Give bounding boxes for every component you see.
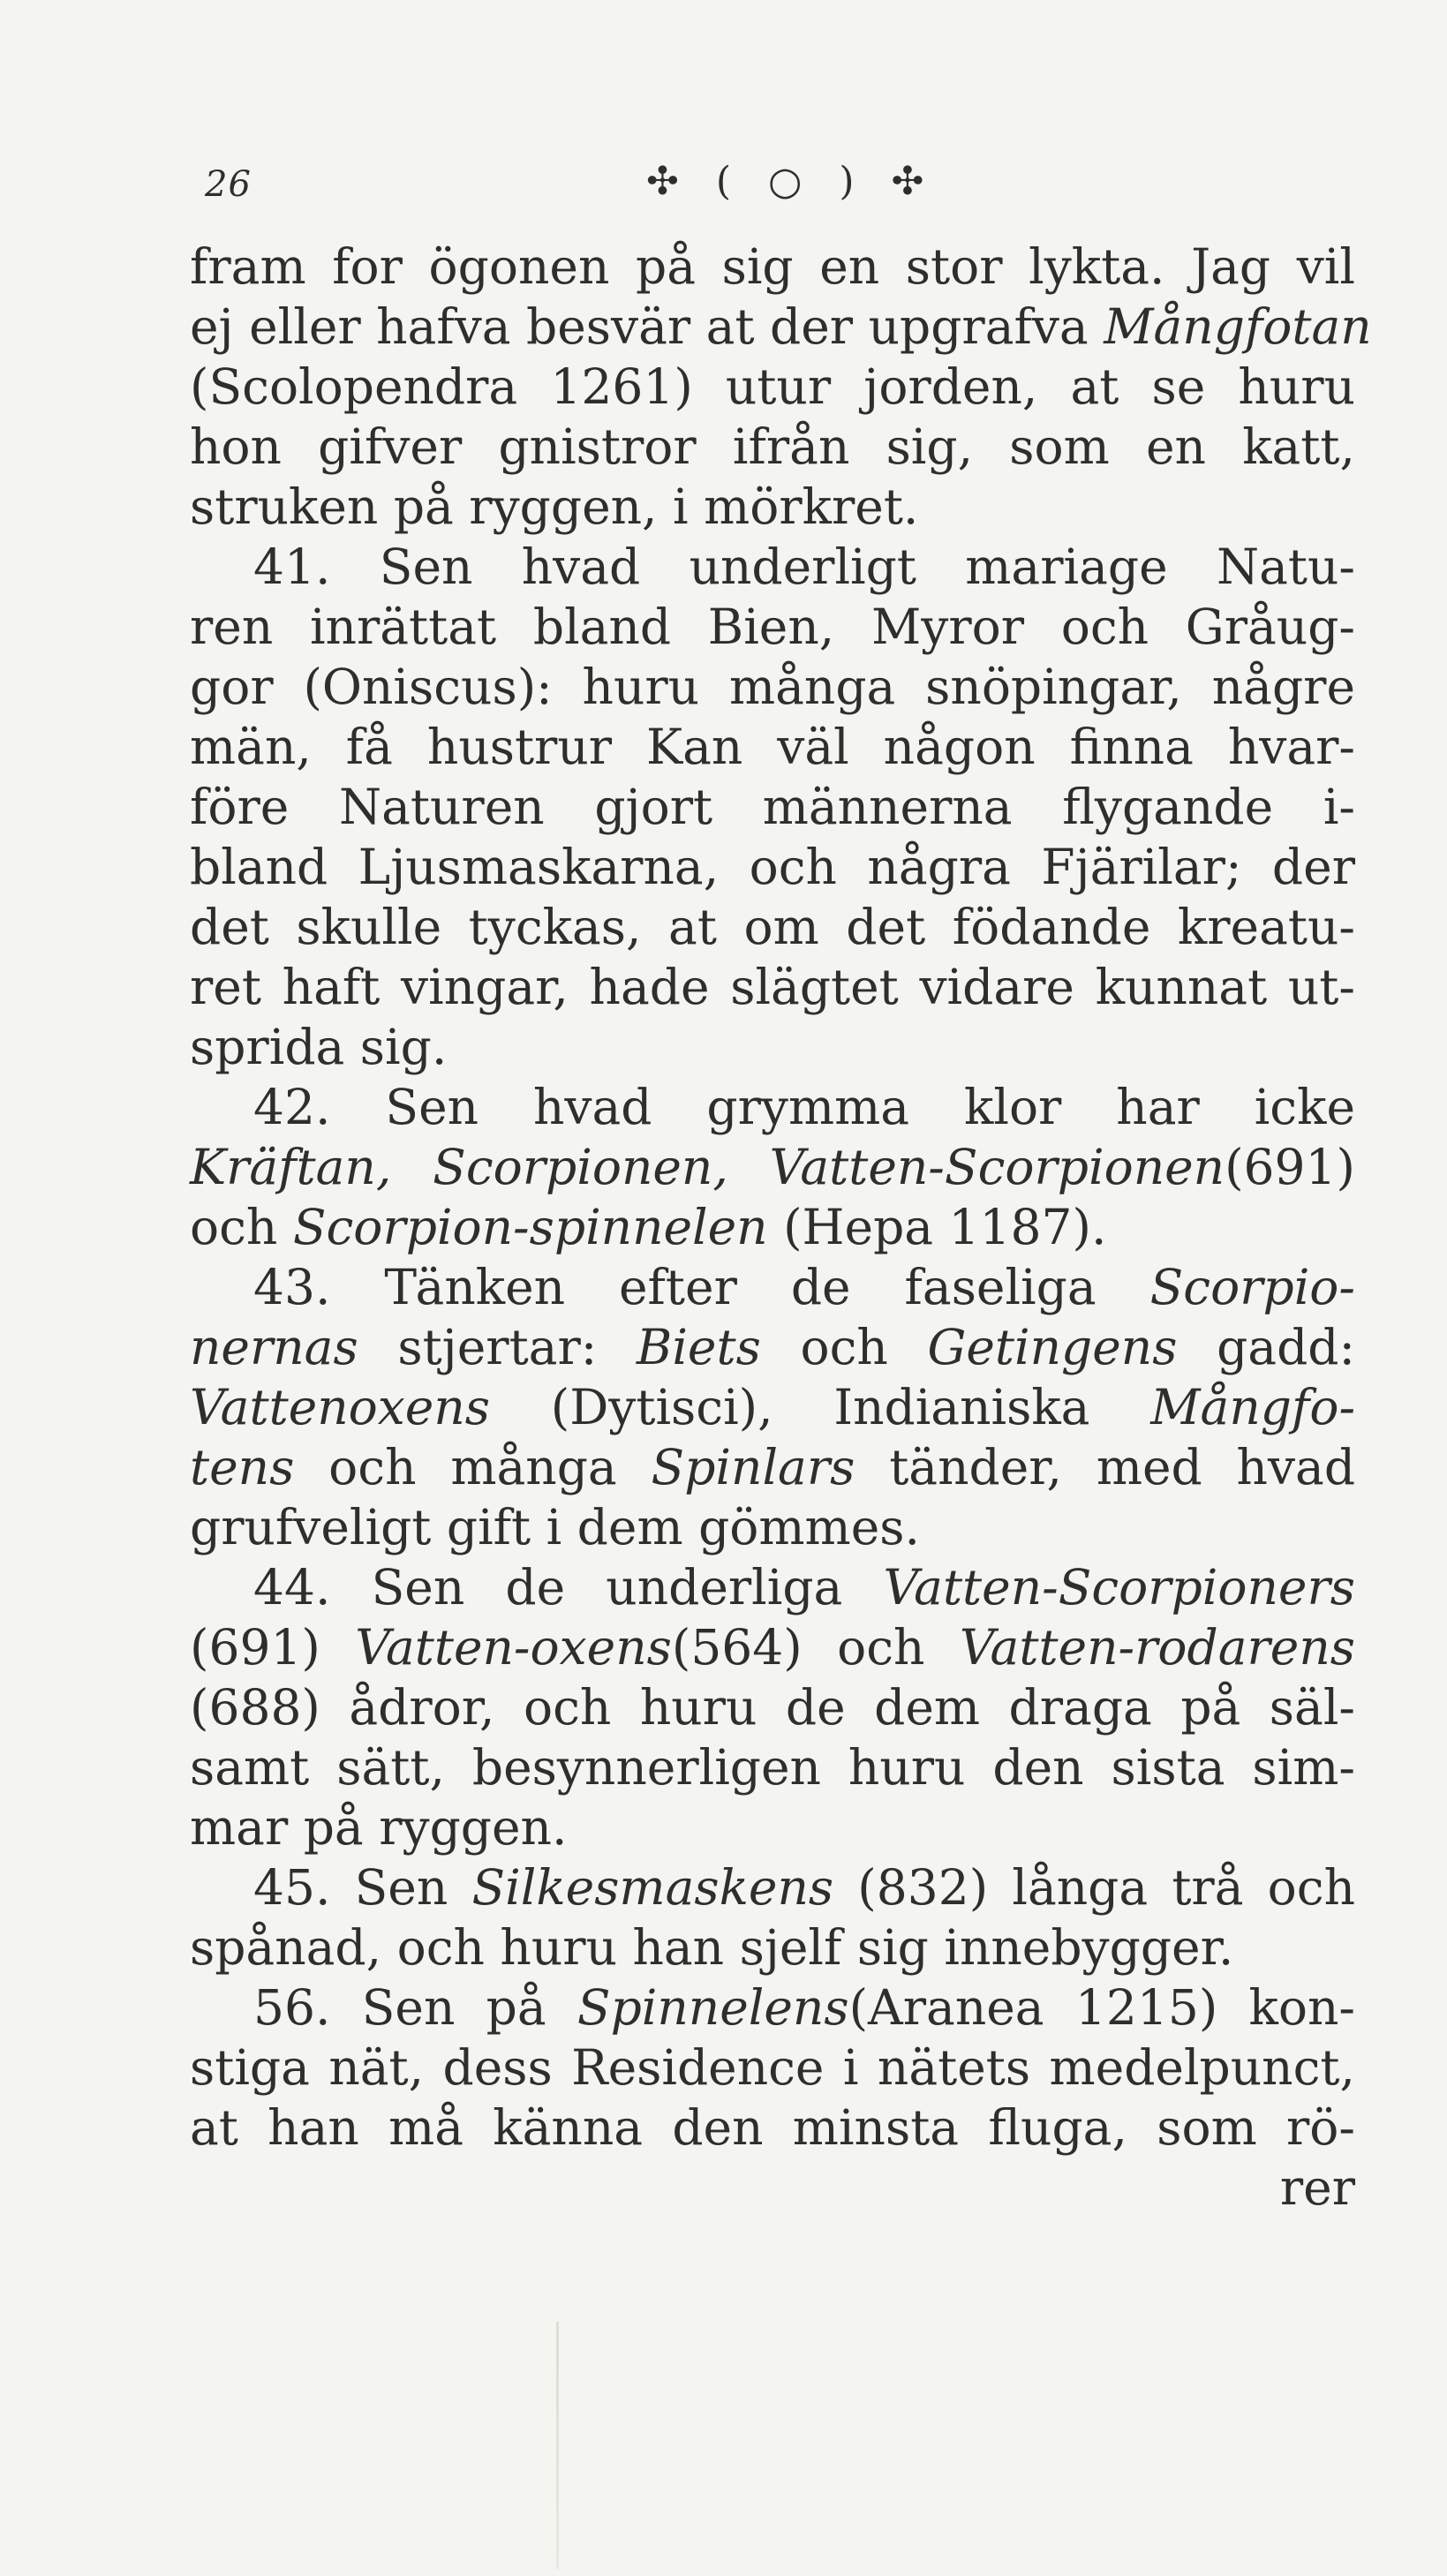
text-line: och Scorpion-spinnelen (Hepa 1187). (190, 1199, 1107, 1255)
catchword: rer (1279, 2159, 1355, 2216)
text-line: (688) ådror, och huru de dem draga på säl- (190, 1679, 1355, 1736)
running-head-ornament: ✣ ( ○ ) ✣ (646, 159, 937, 204)
text-line: män, få hustrur Kan väl någon finna hvar- (190, 719, 1355, 775)
text-line: samt sätt, besynnerligen huru den sista sim- (190, 1739, 1355, 1796)
paragraph-56-start: 56. Sen på Spinnelens(Aranea 1215) kon- (253, 1979, 1355, 2036)
body-text (190, 237, 1372, 2218)
text-line: fram for ögonen på sig en stor lykta. Jag vil (190, 238, 1355, 295)
text-line: ret haft vingar, hade slägtet vidare kunnat ut- (190, 959, 1355, 1015)
paragraph-43-start: 43. Tänken efter de faseliga Scorpio- (253, 1259, 1355, 1315)
text-line: nernas stjertar: Biets och Getingens gadd: (190, 1319, 1356, 1375)
page-number: 26 (205, 164, 252, 205)
text-line: Kräftan, Scorpionen, Vatten-Scorpionen(691) (190, 1139, 1355, 1195)
text-line: ren inrättat bland Bien, Myror och Gråug- (190, 599, 1355, 655)
text-line: mar på ryggen. (190, 1799, 568, 1856)
paper-fold-mark (556, 2322, 559, 2569)
text-line: det skulle tyckas, at om det födande kreatu- (190, 899, 1355, 955)
text-line: ej eller hafva besvär at der upgrafva Mångfotan (190, 298, 1372, 355)
text-line: at han må känna den minsta fluga, som rö- (190, 2099, 1355, 2156)
paragraph-44-start: 44. Sen de underliga Vatten-Scorpioners (253, 1559, 1355, 1616)
text-line: hon gifver gnistror ifrån sig, som en katt, (190, 418, 1355, 475)
text-line: grufveligt gift i dem gömmes. (190, 1499, 920, 1555)
text-line: spånad, och huru han sjelf sig innebygger. (190, 1919, 1234, 1976)
text-line: sprida sig. (190, 1019, 448, 1075)
text-line: (691) Vatten-oxens(564) och Vatten-rodarens (190, 1619, 1355, 1676)
text-line: före Naturen gjort männerna flygande i- (190, 779, 1355, 835)
paragraph-41-start: 41. Sen hvad underligt mariage Natu- (253, 539, 1355, 595)
text-line: stiga nät, dess Residence i nätets medelpunct, (190, 2039, 1355, 2096)
text-line: struken på ryggen, i mörkret. (190, 478, 919, 535)
paragraph-45-start: 45. Sen Silkesmaskens (832) långa trå och (253, 1859, 1356, 1916)
text-line: Vattenoxens (Dytisci), Indianiska Mångfo- (190, 1379, 1356, 1435)
text-line: (Scolopendra 1261) utur jorden, at se huru (190, 358, 1355, 415)
text-line: bland Ljusmaskarna, och några Fjärilar; der (190, 839, 1355, 895)
text-line: gor (Oniscus): huru många snöpingar, någre (190, 659, 1355, 715)
paragraph-42-start: 42. Sen hvad grymma klor har icke (253, 1079, 1355, 1135)
page-header (205, 159, 1353, 221)
text-line: tens och många Spinlars tänder, med hvad (190, 1439, 1356, 1495)
